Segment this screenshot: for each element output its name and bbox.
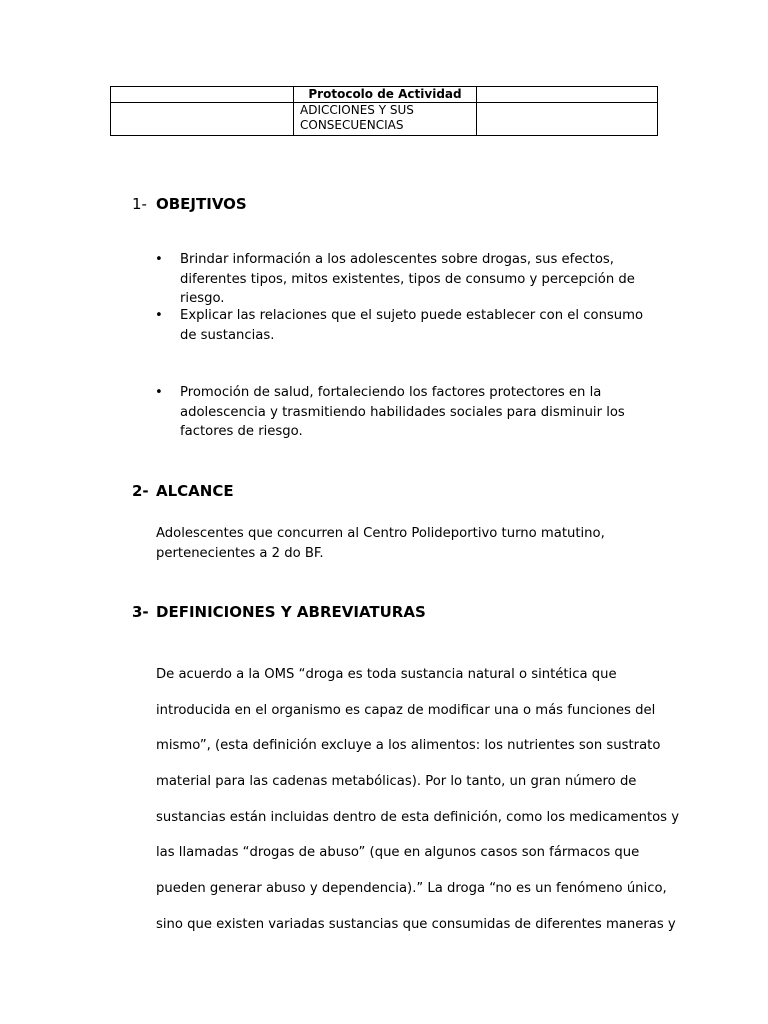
section-number: 3- [132,603,149,621]
section-title: OBEJTIVOS [156,195,247,213]
header-table [110,86,658,136]
protocol-title: Protocolo de Actividad [294,87,477,103]
protocol-subtitle: ADICCIONES Y SUS CONSECUENCIAS [294,103,477,136]
header-cell-empty [111,87,294,103]
list-item-text: Explicar las relaciones que el sujeto puede establecer con el consumo de sustancias. [180,308,644,343]
list-item-text: Promoción de salud, fortaleciendo los factores protectores en la adolescencia y trasmitiendo habilidades sociales para disminuir los factores de riesgo. [180,385,625,439]
section-title: DEFINICIONES Y ABREVIATURAS [156,603,426,621]
paragraph-line: De acuerdo a la OMS “droga es toda sustancia natural o sintética que [156,667,617,682]
header-cell-empty [477,87,658,103]
list-item-text: Brindar información a los adolescentes sobre drogas, sus efectos, diferentes tipos, mitos existentes, tipos de consumo y percepción de riesgo. [180,252,635,306]
paragraph-line: sustancias están incluidas dentro de esta definición, como los medicamentos y [156,809,680,825]
bullet-icon: • [155,308,163,323]
paragraph-line: las llamadas “drogas de abuso” (que en algunos casos son fármacos que [156,845,640,861]
paragraph-line: introducida en el organismo es capaz de modificar una o más funciones del [156,702,656,718]
section-title: ALCANCE [156,482,234,500]
section-number: 1- [132,195,147,213]
paragraph-line: sino que existen variadas sustancias que consumidas de diferentes maneras y [156,916,676,932]
bullet-icon: • [155,252,163,267]
header-cell-empty [477,103,658,136]
bullet-icon: • [155,385,163,400]
header-cell-empty [111,103,294,136]
definiciones-paragraph [156,665,680,951]
paragraph-line: pueden generar abuso y dependencia).” La droga “no es un fenómeno único, [156,881,667,897]
paragraph-line: material para las cadenas metabólicas). Por lo tanto, un gran número de [156,774,637,790]
paragraph-line: mismo”, (esta definición excluye a los alimentos: los nutrientes son sustrato [156,738,661,754]
section-number: 2- [132,482,149,500]
alcance-paragraph: Adolescentes que concurren al Centro Polideportivo turno matutino, pertenecientes a 2 do BF. [156,526,605,561]
